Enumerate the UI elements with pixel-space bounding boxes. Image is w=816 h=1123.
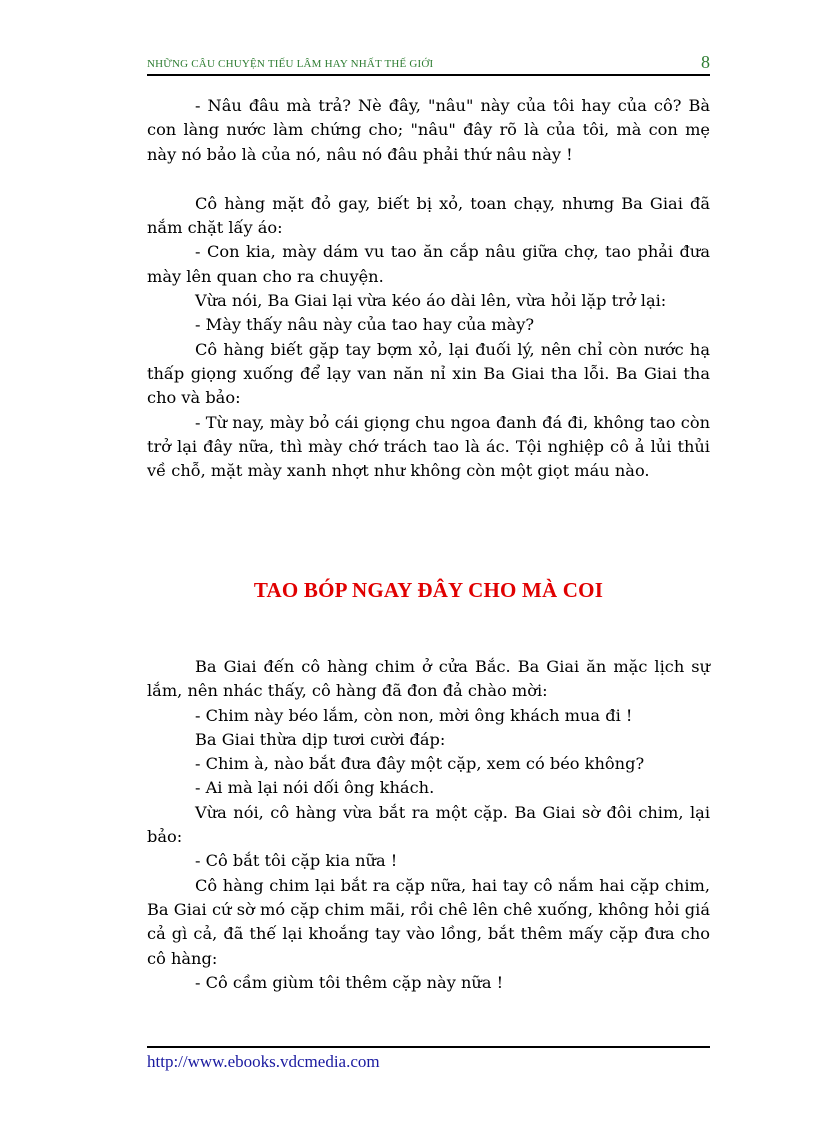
paragraph: - Cô cầm giùm tôi thêm cặp này nữa ! bbox=[195, 972, 504, 992]
page-header bbox=[147, 52, 710, 76]
story-one-text bbox=[147, 94, 710, 483]
paragraph: Vừa nói, cô hàng vừa bắt ra một cặp. Ba Giai sờ đôi chim, lại bảo: bbox=[147, 802, 710, 847]
paragraph: Cô hàng mặt đỏ gay, biết bị xỏ, toan chạy, nhưng Ba Giai đã nắm chặt lấy áo: bbox=[147, 193, 710, 238]
paragraph: - Chim à, nào bắt đưa đây một cặp, xem có béo không? bbox=[195, 754, 645, 774]
paragraph: Cô hàng biết gặp tay bợm xỏ, lại đuối lý, nên chỉ còn nước hạ thấp giọng xuống để lạy van năn nỉ xin Ba Giai tha lỗi. Ba Giai tha cho và bảo: bbox=[147, 339, 710, 408]
paragraph: - Chim này béo lắm, còn non, mời ông khách mua đi ! bbox=[195, 705, 633, 725]
paragraph: - Mày thấy nâu này của tao hay của mày? bbox=[195, 315, 535, 335]
story-two-text bbox=[147, 655, 710, 995]
paragraph-gap bbox=[147, 167, 710, 192]
paragraph: - Cô bắt tôi cặp kia nữa ! bbox=[195, 851, 398, 871]
paragraph: Cô hàng chim lại bắt ra cặp nữa, hai tay cô nắm hai cặp chim, Ba Giai cứ sờ mó cặp chim mãi, rồi chê lên chê xuống, không hỏi giá cả gì cả, đã thế lại khoắng tay vào lồng, bắt thêm mấy cặp đưa cho cô hàng: bbox=[147, 875, 710, 968]
page-footer bbox=[147, 1046, 710, 1072]
paragraph: - Ai mà lại nói dối ông khách. bbox=[195, 778, 435, 798]
story-title: TAO BÓP NGAY ĐÂY CHO MÀ COI bbox=[253, 578, 604, 602]
page-number: 8 bbox=[701, 52, 710, 72]
paragraph: Vừa nói, Ba Giai lại vừa kéo áo dài lên, vừa hỏi lặp trở lại: bbox=[195, 291, 667, 311]
paragraph: - Con kia, mày dám vu tao ăn cắp nâu giữa chợ, tao phải đưa mày lên quan cho ra chuyện. bbox=[147, 242, 710, 286]
paragraph: - Từ nay, mày bỏ cái giọng chu ngoa đanh đá đi, không tao còn trở lại đây nữa, thì mày chớ trách tao là ác. Tội nghiệp cô ả lủi thủi về chỗ, mặt mày xanh nhợt như không còn một giọt máu nào. bbox=[147, 412, 710, 481]
paragraph: Ba Giai đến cô hàng chim ở cửa Bắc. Ba Giai ăn mặc lịch sự lắm, nên nhác thấy, cô hàng đã đon đả chào mời: bbox=[147, 657, 710, 701]
website-link[interactable]: http://www.ebooks.vdcmedia.com bbox=[147, 1052, 380, 1071]
book-title: NHỮNG CÂU CHUYỆN TIẾU LÂM HAY NHẤT THẾ GIỚI bbox=[147, 58, 434, 70]
paragraph: Ba Giai thừa dịp tươi cười đáp: bbox=[195, 729, 446, 749]
paragraph: - Nâu đâu mà trả? Nè đây, "nâu" này của tôi hay của cô? Bà con làng nước làm chứng cho; "nâu" đây rõ là của tôi, mà con mẹ này nó bảo là của nó, nâu nó đâu phải thứ nâu này ! bbox=[147, 96, 710, 164]
